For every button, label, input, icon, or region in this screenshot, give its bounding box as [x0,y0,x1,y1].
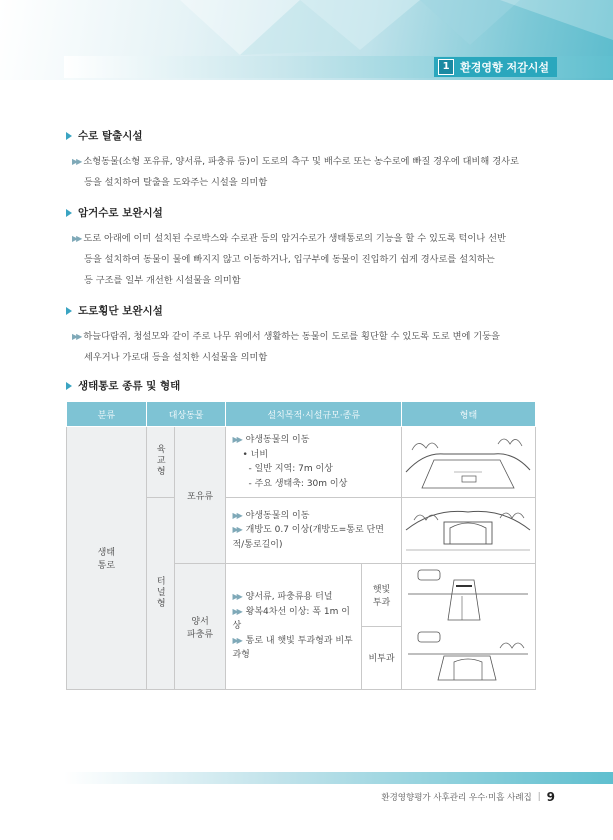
amphibian-tunnel-icon [404,566,532,684]
animal-cell: 양서 파충류 [174,564,226,690]
double-arrow-icon: ▶▶ [72,234,81,243]
amphibian-tunnel-illustration [401,564,535,690]
section-heading: 수로 탈출시설 [66,128,536,143]
footer-divider: | [537,792,541,802]
section-block [66,205,536,291]
section-number: 1 [438,59,454,75]
section-paragraph: ▶▶ 소형동물(소형 포유류, 양서류, 파충류 등)이 도로의 측구 및 배수로 또는 농수로에 빠질 경우에 대비해 경사로 등을 설치하여 탈출을 도와주는 시설을 의미함 [72,156,519,188]
double-arrow-icon: ▶▶ [232,592,241,602]
section-heading: 암거수로 보완시설 [66,205,536,220]
triangle-bullet-icon [66,382,72,390]
section-paragraph: ▶▶ 도로 아래에 이미 설치된 수로박스와 수로관 등의 암거수로가 생태통로의 기능을 할 수 있도록 턱이나 선반 등을 설치하여 동물이 물에 빠지지 않고 이동하거나, 입구부에 동물이 진입하기 쉽게 경사로를 설치하는 등 구조를 일부 개선한 시설물을 의미함 [72,233,506,286]
description-cell: ▶▶ 양서류, 파충류용 터널 ▶▶ 왕복4차선 이상: 폭 1m 이상 ▶▶ 통로 내 햇빛 투과형과 비투과형 [226,564,362,690]
type-cell: 육교형 [146,427,174,498]
main-content [66,128,536,690]
double-arrow-icon: ▶▶ [72,332,81,341]
double-arrow-icon: ▶▶ [232,510,241,520]
overpass-illustration [401,427,535,498]
triangle-bullet-icon [66,307,72,315]
book-title: 환경영향평가 사후관리 우수·미흡 사례집 [381,793,532,803]
triangle-bullet-icon [66,209,72,217]
double-arrow-icon: ▶▶ [232,435,241,444]
overpass-icon [404,432,532,490]
section-block [66,128,536,193]
double-arrow-icon: ▶▶ [232,635,241,645]
page-header [0,0,613,80]
section-title: 환경영향 저감시설 [460,61,549,74]
tunnel-icon [404,500,532,558]
subtype-sunlight: 햇빛 투과 [362,565,401,627]
col-header: 대상동물 [146,402,226,427]
description-cell: ▶▶ 야생동물의 이동 • 너비 - 일반 지역: 7m 이상 - 주요 생태축: 30m 이상 [226,427,401,498]
page-footer [381,790,555,804]
type-cell: 터널형 [146,498,174,690]
section-heading: 도로횡단 보완시설 [66,303,536,318]
triangle-bullet-icon [66,132,72,140]
subtype-nonsunlight: 비투과 [368,654,395,664]
col-header: 형태 [401,402,535,427]
table-heading: 생태통로 종류 및 형태 [66,378,536,393]
col-header: 분류 [67,402,147,427]
col-header: 설치목적·시설규모·종류 [226,402,401,427]
description-cell: ▶▶ 야생동물의 이동 ▶▶ 개방도 0.7 이상(개방도=통로 단면적/통로길이) [226,498,401,564]
double-arrow-icon: ▶▶ [72,157,81,166]
animal-cell: 포유류 [174,427,226,564]
subtype-cell [362,564,402,690]
double-arrow-icon: ▶▶ [232,525,241,535]
tunnel-illustration [401,498,535,564]
section-block [66,303,536,368]
page-number: 9 [546,790,555,804]
category-cell: 생태 통로 [67,427,147,690]
double-arrow-icon: ▶▶ [232,606,241,616]
section-tag [434,57,557,77]
eco-corridor-table [66,401,536,690]
footer-band [64,772,613,784]
table-header-row [67,402,536,427]
table-row [67,427,536,498]
section-paragraph: ▶▶ 하늘다람쥐, 청설모와 같이 주로 나무 위에서 생활하는 동물이 도로를 횡단할 수 있도록 도로 변에 기둥을 세우거나 가로대 등을 설치한 시설물을 의미함 [72,331,500,363]
